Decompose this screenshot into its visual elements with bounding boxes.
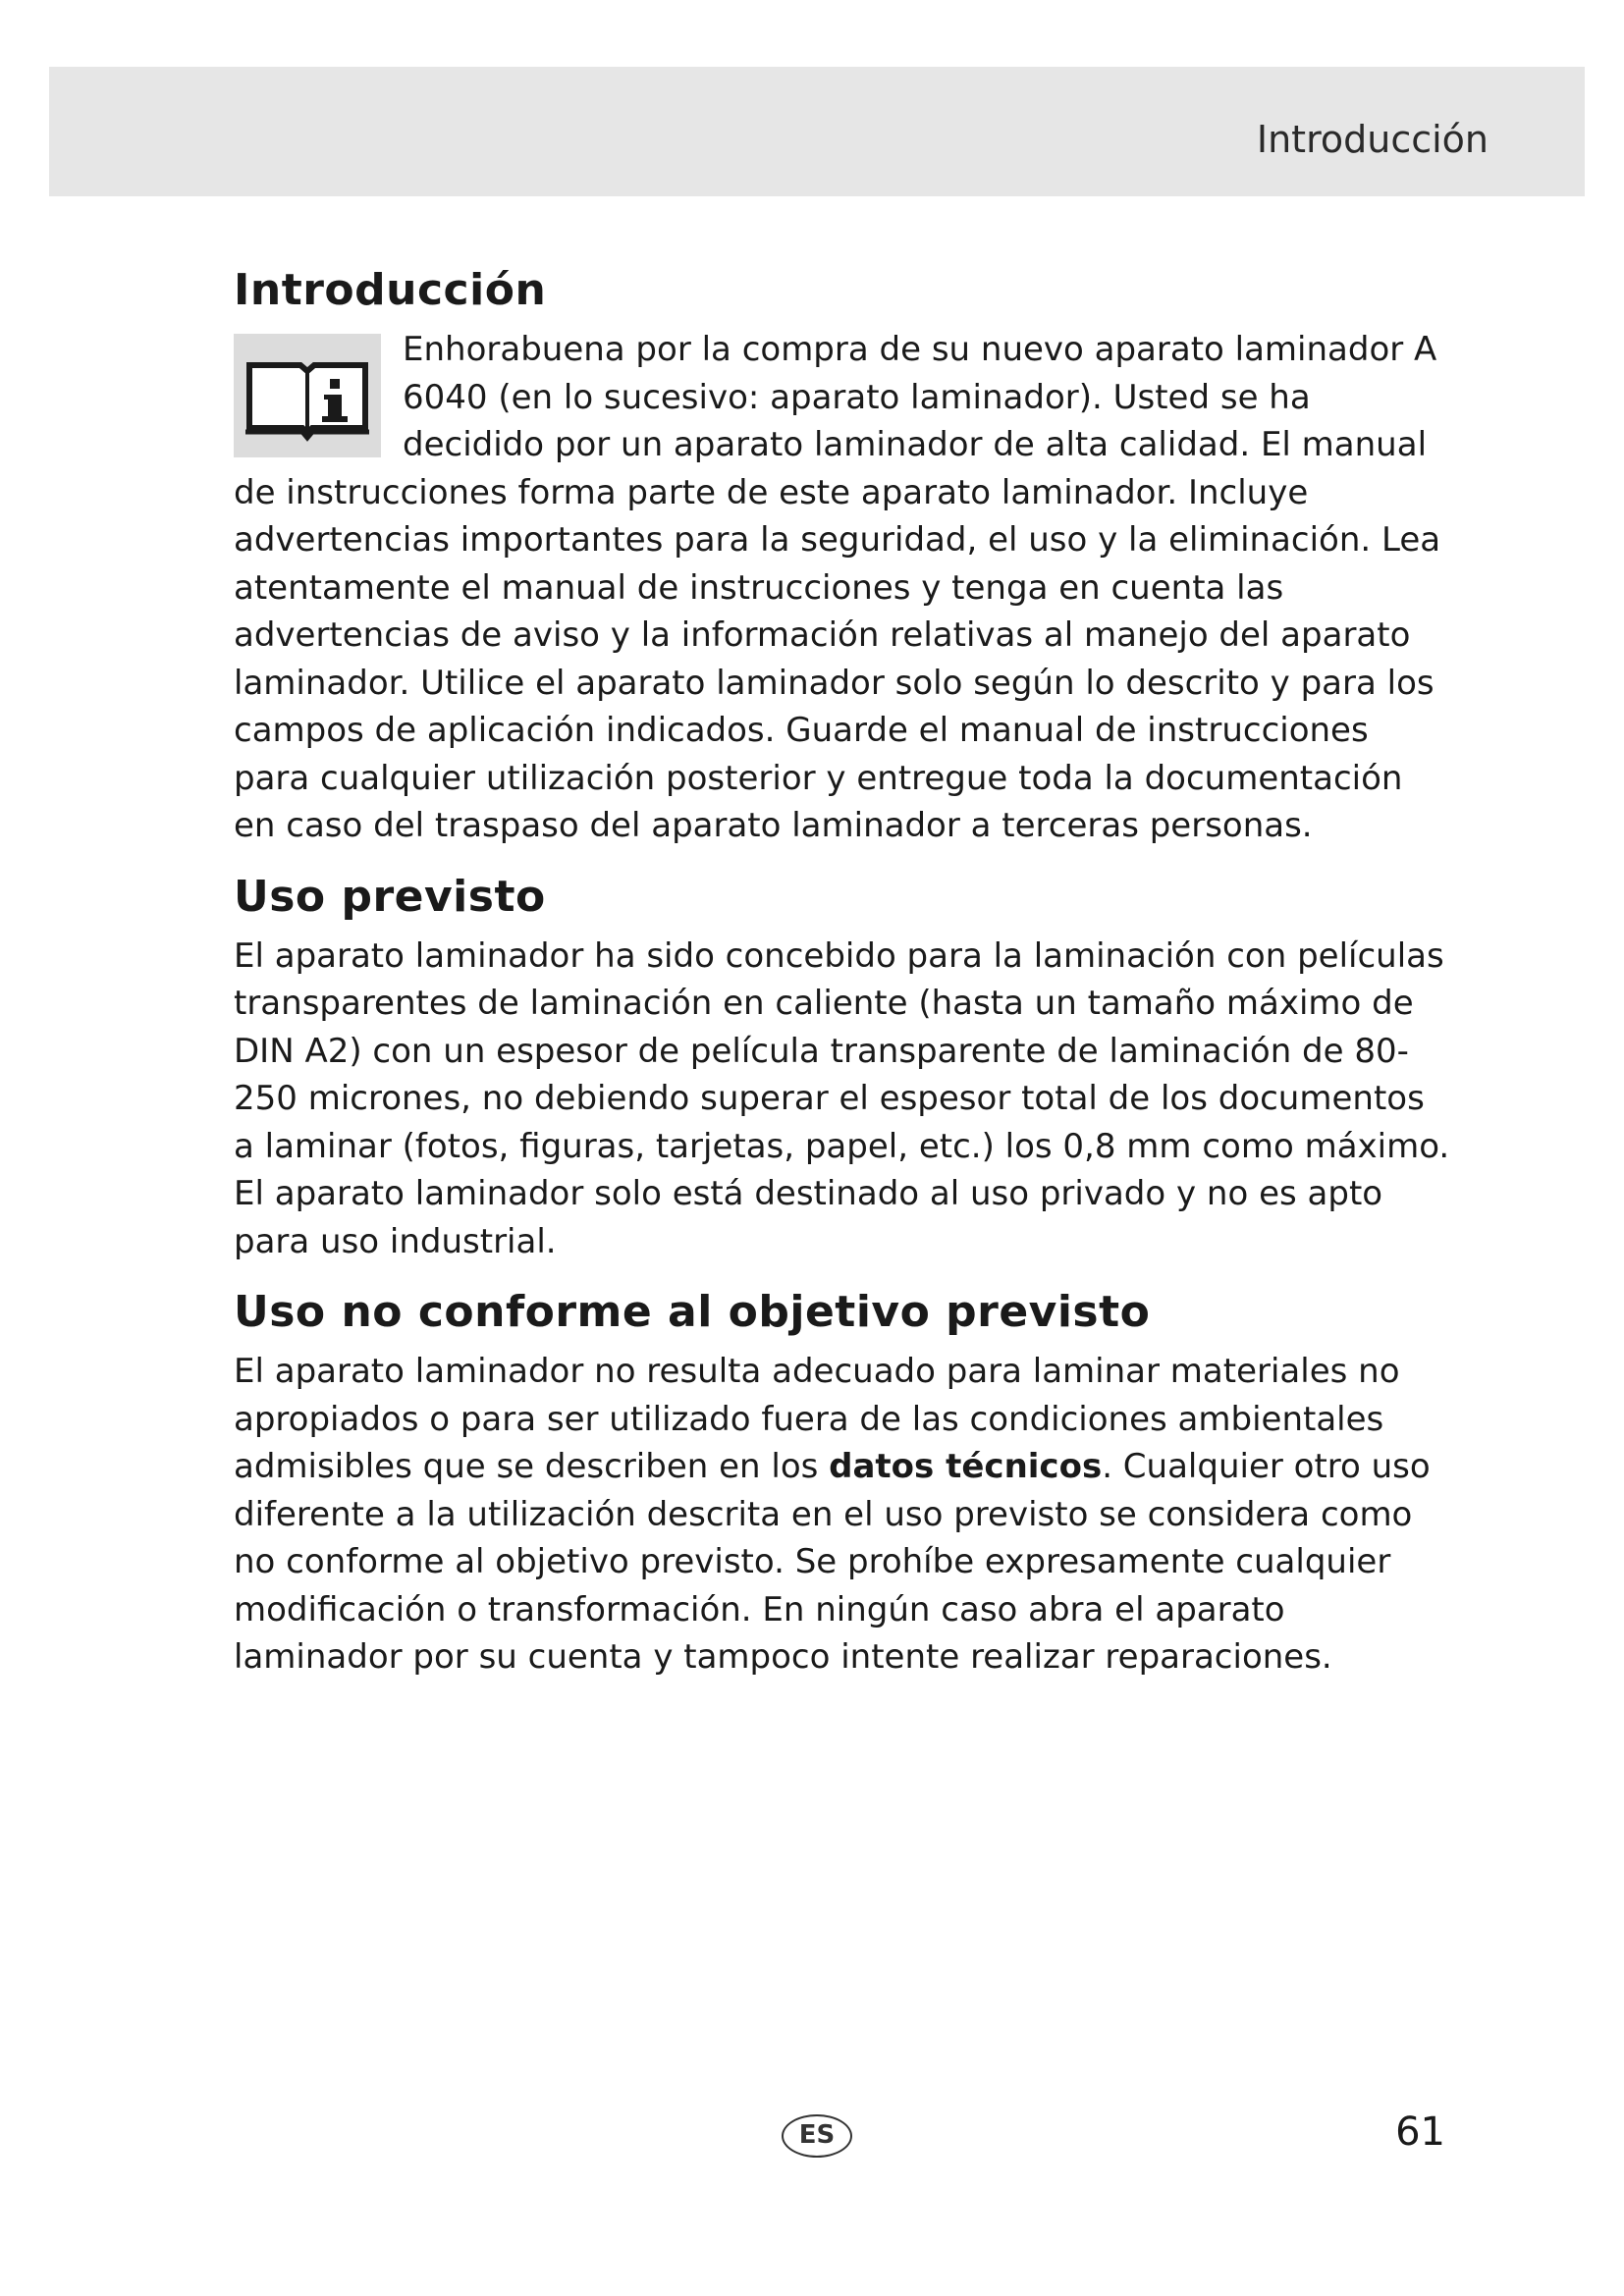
section-body-improper-use	[234, 1348, 1451, 1682]
page-number: 61	[1395, 2109, 1445, 2155]
section-intended-use	[234, 870, 1451, 1266]
improper-use-text-part-2: . Cualquier otro uso diferente a la utilización descrita en el uso previsto se considera como no conforme al objetivo previsto. Se prohíbe expresamente cualquier modificación o transformación. En ningún caso abra el aparato laminador por su cuenta y tampoco intente realizar reparaciones.	[234, 1447, 1431, 1677]
section-heading-introduction: Introducción	[234, 265, 547, 315]
section-improper-use	[234, 1285, 1451, 1682]
page-content	[234, 263, 1451, 1682]
section-heading-intended-use: Uso previsto	[234, 871, 546, 922]
technical-data-reference: datos técnicos	[829, 1447, 1103, 1486]
section-introduction	[234, 263, 1451, 850]
language-badge: ES	[782, 2114, 852, 2158]
info-book-icon	[234, 334, 381, 457]
section-body-intended-use: El aparato laminador ha sido concebido para la laminación con películas transparentes de laminación en caliente (hasta un tamaño máximo de DIN A2) con un espesor de película transparente de laminación de 80-250 micrones, no debiendo superar el espesor total de los documentos a laminar (fotos, figuras, tarjetas, papel, etc.) los 0,8 mm como máximo. El aparato laminador solo está destinado al uso privado y no es apto para uso industrial.	[234, 935, 1450, 1261]
section-heading-improper-use: Uso no conforme al objetivo previsto	[234, 1287, 1151, 1337]
section-body-introduction: Enhorabuena por la compra de su nuevo aparato laminador A 6040 (en lo sucesivo: aparato laminador). Usted se ha decidido por un aparato laminador de alta calidad. El manual de instrucciones forma parte de este aparato laminador. Incluye advertencias importantes para la seguridad, el uso y la eliminación. Lea atentamente el manual de instrucciones y tenga en cuenta las advertencias de aviso y la información relativas al manejo del aparato laminador. Utilice el aparato laminador solo según lo descrito y para los campos de aplicación indicados. Guarde el manual de instrucciones para cualquier utilización posterior y entregue toda la documentación en caso del traspaso del aparato laminador a terceras personas.	[234, 330, 1441, 845]
running-header-title: Introducción	[1256, 118, 1489, 161]
improper-use-text-part-1: El aparato laminador no resulta adecuado para laminar materiales no apropiados o para ser utilizado fuera de las condiciones ambientales admisibles que se describen en los	[234, 1352, 1400, 1486]
